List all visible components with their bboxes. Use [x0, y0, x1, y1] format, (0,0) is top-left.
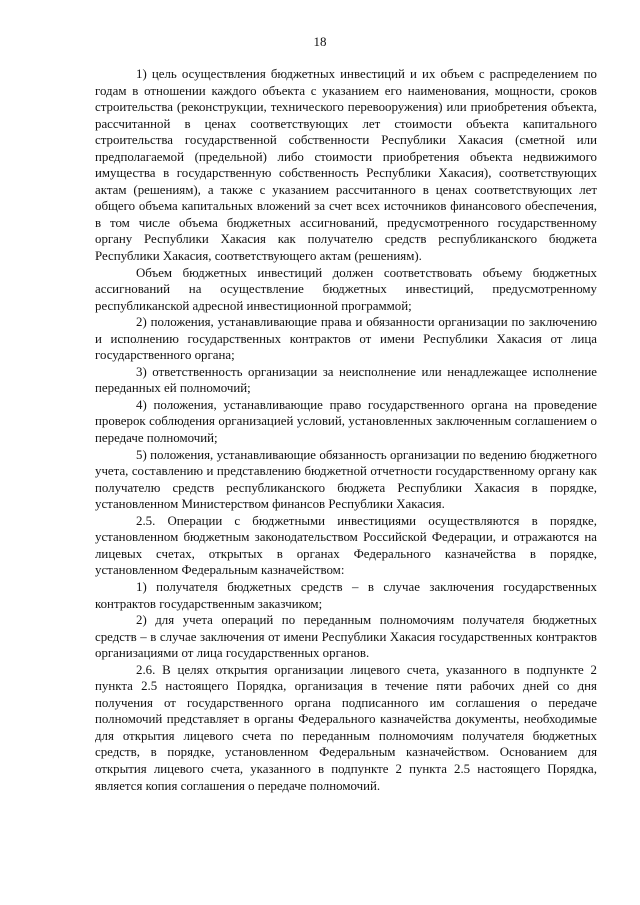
- paragraph-2-5-item-2: 2) для учета операций по переданным полномочиям получателя бюджетных средств – в случае заключения от имени Республики Хакасия государственных контрактов организациями от лица государственных органов.: [95, 613, 597, 661]
- paragraph-section-2-6: 2.6. В целях открытия организации лицевого счета, указанного в подпункте 2 пункта 2.5 настоящего Порядка, организация в течение пяти рабочих дней со дня получения от государственного органа подписанного им соглашения о передаче полномочий представляет в органы Федерального казначейства документы, необходимые для открытия лицевого счета по переданным полномочиям получателя бюджетных средств, в порядке, установленном Федеральным казначейством. Основанием для открытия лицевого счета, указанного в подпункте 2 пункта 2.5 настоящего Порядка, является копия соглашения о передаче полномочий.: [95, 662, 597, 793]
- paragraph-2-rights-and-duties: 2) положения, устанавливающие права и обязанности организации по заключению и исполнению государственных контрактов от имени Республики Хакасия от лица государственного органа;: [95, 315, 597, 363]
- page-number: 18: [313, 34, 327, 49]
- paragraph-section-2-5: 2.5. Операции с бюджетными инвестициями осуществляются в порядке, установленном бюджетным законодательством Российской Федерации, и отражаются на лицевых счетах, открытых в органах Федерального казначейства в порядке, установленном Федеральным казначейством:: [95, 513, 597, 578]
- paragraph-investment-volume: Объем бюджетных инвестиций должен соответствовать объему бюджетных ассигнований на осуществление бюджетных инвестиций, предусмотренному республиканской адресной инвестиционной программой;: [95, 265, 597, 313]
- paragraph-5-accounting-duties: 5) положения, устанавливающие обязанность организации по ведению бюджетного учета, составлению и представлению бюджетной отчетности государственному органу как получателю средств республиканского бюджета Республики Хакасия в порядке, установленном Министерством финансов Республики Хакасия.: [95, 447, 597, 512]
- document-body: [95, 66, 597, 794]
- paragraph-2-5-item-1: 1) получателя бюджетных средств – в случае заключения государственных контрактов государственным заказчиком;: [95, 579, 597, 611]
- paragraph-1-goal-of-investments: 1) цель осуществления бюджетных инвестиций и их объем с распределением по годам в отношении каждого объекта с указанием его наименования, мощности, сроков строительства (реконструкции, технического перевооружения) или приобретения объекта, рассчитанной в ценах соответствующих лет стоимости объекта капитального строительства государственной собственности Республики Хакасия (сметной или предполагаемой (предельной) либо стоимости приобретения объекта недвижимого имущества в государственную собственность Республики Хакасия), соответствующих актам (решениям), а также с указанием рассчитанного в ценах соответствующих лет общего объема капитальных вложений за счет всех источников финансового обеспечения, в том числе объема бюджетных ассигнований, предусмотренного государственному органу Республики Хакасия как получателю средств республиканского бюджета Республики Хакасия, соответствующего актам (решениям).: [95, 67, 597, 264]
- paragraph-4-inspection-rights: 4) положения, устанавливающие право государственного органа на проведение проверок соблюдения организацией условий, установленных заключенным соглашением о передаче полномочий;: [95, 397, 597, 446]
- paragraph-3-responsibility: 3) ответственность организации за неисполнение или ненадлежащее исполнение переданных ей полномочий;: [95, 364, 597, 396]
